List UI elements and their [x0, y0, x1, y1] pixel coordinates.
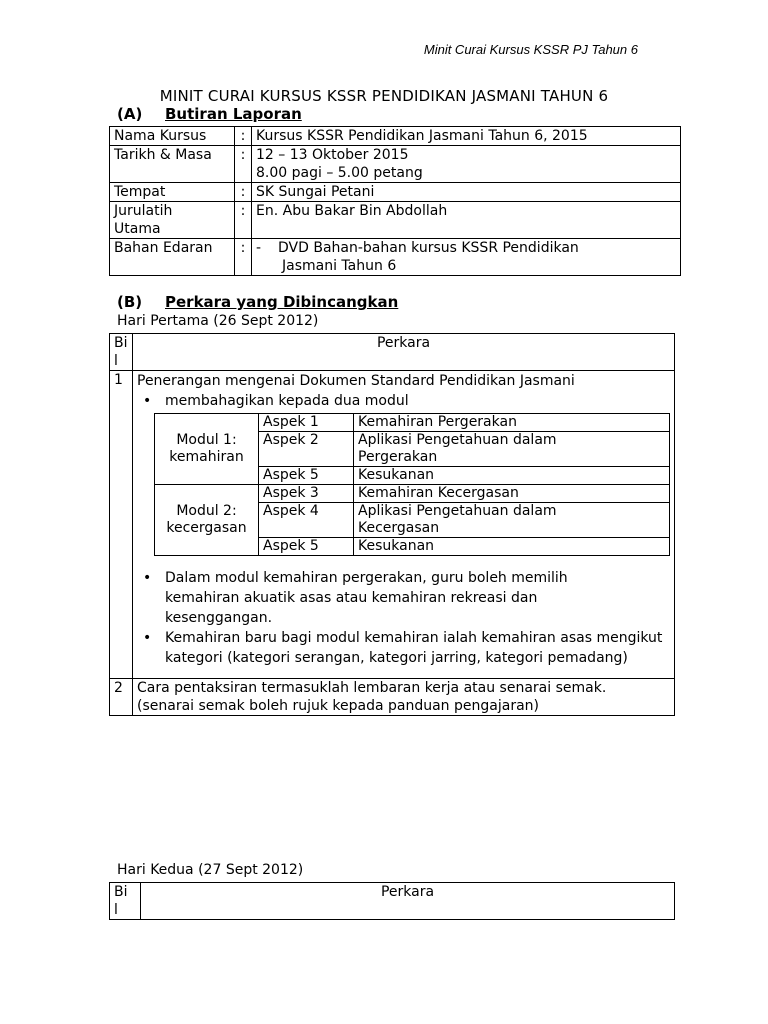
colon: : — [235, 146, 252, 183]
day2-table — [109, 882, 675, 920]
section-b-heading — [117, 293, 398, 311]
section-a-number: (A) — [117, 105, 143, 123]
perkara-header: Perkara — [141, 883, 675, 920]
table-header-row — [110, 334, 675, 371]
tarikh-label: Tarikh & Masa — [110, 146, 235, 183]
bil-header-line2: l — [114, 353, 118, 369]
colon: : — [235, 183, 252, 202]
aspek-desc-line1: Aplikasi Pengetahuan dalam — [358, 503, 557, 519]
tarikh-value — [252, 146, 681, 183]
section-a-heading — [117, 105, 302, 123]
day2-label: Hari Kedua (27 Sept 2012) — [117, 862, 304, 878]
day1-label: Hari Pertama (26 Sept 2012) — [117, 313, 319, 329]
jurulatih-label-line1: Jurulatih — [114, 203, 173, 219]
aspek-desc — [354, 432, 670, 467]
tarikh-date: 12 – 13 Oktober 2015 — [256, 147, 409, 163]
row-number: 1 — [110, 371, 133, 679]
aspek-label: Aspek 3 — [259, 485, 354, 503]
row2-line2: (senarai semak boleh rujuk kepada panduan pengajaran) — [137, 698, 539, 714]
aspek-desc: Kesukanan — [354, 538, 670, 556]
bahan-value — [252, 239, 681, 276]
table-row — [110, 202, 681, 239]
aspek-desc-line2: Pergerakan — [358, 449, 438, 465]
aspek-desc: Kemahiran Kecergasan — [354, 485, 670, 503]
aspek-desc-line1: Aplikasi Pengetahuan dalam — [358, 432, 557, 448]
colon: : — [235, 202, 252, 239]
document-title: MINIT CURAI KURSUS KSSR PENDIDIKAN JASMANI TAHUN 6 — [159, 87, 609, 105]
table-header-row — [110, 883, 675, 920]
aspek-desc — [354, 503, 670, 538]
bahan-dash: - — [256, 240, 262, 256]
aspek-label: Aspek 5 — [259, 467, 354, 485]
bil-header-line1: Bi — [114, 884, 128, 900]
modul2-title: Modul 2: — [176, 503, 237, 519]
bahan-label: Bahan Edaran — [110, 239, 235, 276]
row1-bullets-bottom — [137, 568, 670, 668]
day1-table — [109, 333, 675, 716]
modul-table — [154, 413, 670, 556]
tarikh-time: 8.00 pagi – 5.00 petang — [256, 165, 423, 181]
colon: : — [235, 127, 252, 146]
page-header: Minit Curai Kursus KSSR PJ Tahun 6 — [423, 42, 638, 57]
bahan-value-line1: DVD Bahan-bahan kursus KSSR Pendidikan — [278, 240, 579, 256]
jurulatih-value: En. Abu Bakar Bin Abdollah — [252, 202, 681, 239]
colon: : — [235, 239, 252, 276]
aspek-label: Aspek 2 — [259, 432, 354, 467]
row-number: 2 — [110, 679, 133, 716]
list-item: • membahagikan kepada dua modul — [137, 391, 670, 411]
section-b-number: (B) — [117, 293, 143, 311]
table-row — [110, 371, 675, 679]
table-row — [155, 485, 670, 503]
course-info-table — [109, 126, 681, 276]
modul1-cell — [155, 414, 259, 485]
aspek-label: Aspek 1 — [259, 414, 354, 432]
table-row — [110, 183, 681, 202]
bahan-value-line2: Jasmani Tahun 6 — [282, 258, 397, 274]
nama-kursus-value: Kursus KSSR Pendidikan Jasmani Tahun 6, 2015 — [252, 127, 681, 146]
table-row — [155, 414, 670, 432]
table-row — [110, 679, 675, 716]
modul1-title: Modul 1: — [176, 432, 237, 448]
bil-header — [110, 883, 141, 920]
aspek-desc: Kemahiran Pergerakan — [354, 414, 670, 432]
bil-header-line1: Bi — [114, 335, 128, 351]
bil-header-line2: l — [114, 902, 118, 918]
aspek-desc: Kesukanan — [354, 467, 670, 485]
aspek-label: Aspek 4 — [259, 503, 354, 538]
table-row — [110, 239, 681, 276]
jurulatih-label — [110, 202, 235, 239]
jurulatih-label-line2: Utama — [114, 221, 161, 237]
section-a-label: Butiran Laporan — [165, 105, 302, 123]
modul1-name: kemahiran — [169, 449, 244, 465]
bil-header — [110, 334, 133, 371]
table-row — [110, 146, 681, 183]
row1-intro: Penerangan mengenai Dokumen Standard Pendidikan Jasmani — [137, 373, 575, 389]
nama-kursus-label: Nama Kursus — [110, 127, 235, 146]
row2-line1: Cara pentaksiran termasuklah lembaran kerja atau senarai semak. — [137, 680, 607, 696]
table-row — [110, 127, 681, 146]
row1-bullets-top — [137, 391, 670, 411]
modul2-name: kecergasan — [166, 520, 247, 536]
list-item: • Dalam modul kemahiran pergerakan, guru boleh memilih kemahiran akuatik asas atau kemahiran rekreasi dan kesenggangan. — [137, 568, 670, 628]
aspek-desc-line2: Kecergasan — [358, 520, 440, 536]
row2-content — [133, 679, 675, 716]
perkara-header: Perkara — [133, 334, 675, 371]
tempat-label: Tempat — [110, 183, 235, 202]
tempat-value: SK Sungai Petani — [252, 183, 681, 202]
section-b-label: Perkara yang Dibincangkan — [165, 293, 399, 311]
row1-content — [133, 371, 675, 679]
list-item: • Kemahiran baru bagi modul kemahiran ialah kemahiran asas mengikut kategori (kategori serangan, kategori jarring, kategori pemadang) — [137, 628, 670, 668]
modul2-cell — [155, 485, 259, 556]
aspek-label: Aspek 5 — [259, 538, 354, 556]
